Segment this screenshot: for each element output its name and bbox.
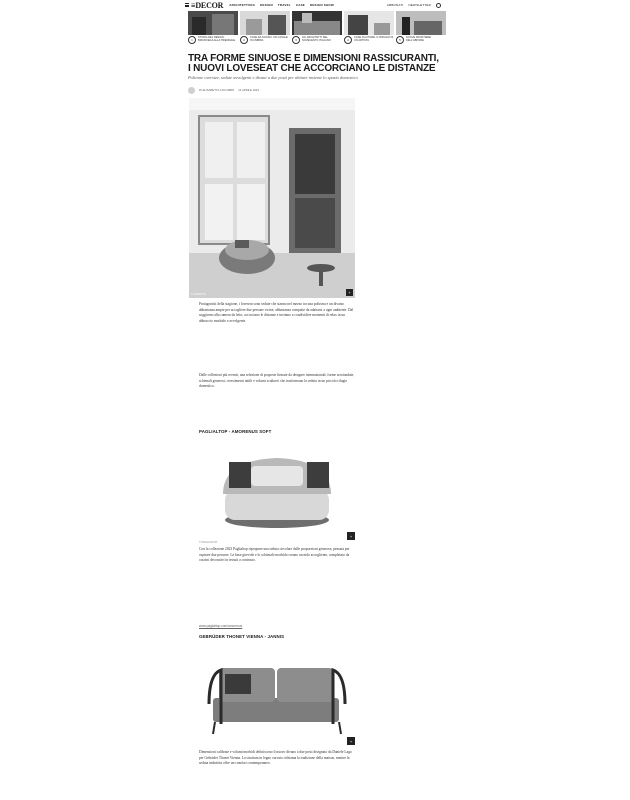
related-number: 1 [188,36,196,44]
product-image [199,444,357,540]
hero-credit: © ZANOTTA [191,293,206,296]
related-item[interactable] [292,11,342,49]
related-title[interactable]: GLI ARCHITETTI DEL NOVECENTO ITALIANO [302,36,331,42]
related-title[interactable]: STORIA DEL DESIGN: BRIONVEGA ALLA TRIENNALE [198,36,236,42]
related-number: 4 [344,36,352,44]
related-thumbnail [188,11,238,35]
nav-design-show[interactable]: DESIGN SHOW [309,3,334,7]
related-articles [188,11,441,49]
product-image [199,648,357,744]
related-number: 3 [292,36,300,44]
main-nav [229,3,334,7]
section-heading: PAGLIALTOP - AMORENUS SOFT [199,429,272,434]
related-number: 2 [240,36,248,44]
related-thumbnail [396,11,446,35]
site-logo[interactable]: ≡DECOR [191,0,224,10]
newsletter-link[interactable]: NEWSLETTER [408,3,431,7]
subscribe-link[interactable]: ABBONATI [386,3,404,7]
related-thumbnail [292,11,342,35]
hero-image [189,98,355,298]
related-item[interactable] [344,11,394,49]
article-paragraph: Dalle collezioni più recenti, una selezione di proposte firmate da designer internazionali: forme arrotondate, schienali generosi, rivestimenti tattili e volumi scultorei che trasformano la seduta in un piccolo rifugio domestico. [199,373,355,389]
menu-icon[interactable] [185,3,189,7]
article-headline: TRA FORME SINUOSE E DIMENSIONI RASSICURANTI, I NUOVI LOVESEAT CHE ACCORCIANO LE DISTANZE [188,53,439,74]
image-caption: © PAGLIALTOP [199,541,218,544]
source-link[interactable]: www.paglialtop.com/amorenus [199,624,243,628]
gallery-badge[interactable]: + [347,532,355,540]
related-item[interactable] [188,11,238,49]
search-icon[interactable] [436,3,441,8]
related-title[interactable]: CASE DA SOGNO: UN CASALE IN UMBRIA [250,36,288,42]
top-navigation [185,0,441,10]
related-title[interactable]: CASE D'AUTORE: IL RIFUGIO DI UN ARTISTA [354,36,394,42]
article-paragraph: Con la collezione 2023 Paglialtop ripropone una seduta circolare dalle proporzioni generose, pensata per ospitare due persone. La base girevole e lo schienale morbido creano un nido accogliente, completato da cuscini decorativi in tessuti a contrasto. [199,547,350,563]
article-paragraph: Protagonisti della stagione, i loveseat sono sedute che stanno nel mezzo tra una poltrona e un divano: abbastanza ampie per accogliere due persone vicine, abbastanza compatte da adattarsi a ogni ambiente. Dal soggiorno alla camera da letto, accorciano le distanze e invitano a condividere momenti di relax in un abbraccio morbido e avvolgente. [199,302,354,323]
related-thumbnail [240,11,290,35]
related-title[interactable]: NUOVE FRONTIERE DELL'ABITARE [406,36,431,42]
related-item[interactable] [240,11,290,49]
section-heading: GEBRÜDER THONET VIENNA - JANNIS [199,634,285,639]
article-paragraph: Dimensioni calibrate e volumi morbidi definiscono il nuovo divano a due posti disegnato da Daniele Lago per Gebrüder Thonet Vienna. La struttura in legno curvato richiama la tradizione della maison, mentre la seduta imbottita offre un comfort contemporaneo. [199,750,352,766]
related-number: 5 [396,36,404,44]
header-actions [387,3,441,8]
byline [188,86,259,94]
nav-architettura[interactable]: ARCHITETTURA [229,3,256,7]
author-name[interactable]: DI ELISABETTA COLOMBO [199,88,235,92]
author-avatar [188,87,195,94]
nav-design[interactable]: DESIGN [260,3,273,7]
related-item[interactable] [396,11,446,49]
related-thumbnail [344,11,394,35]
hero-gallery-badge[interactable]: + [346,289,353,296]
article-subtitle: Poltrone oversize, sedute avvolgenti e divani a due posti per abitare insieme lo spazio domestico [188,75,358,80]
nav-travel[interactable]: TRAVEL [277,3,291,7]
nav-case[interactable]: CASE [295,3,305,7]
publish-date: 14 APRILE 2023 [238,88,259,92]
gallery-badge[interactable]: + [347,737,355,745]
